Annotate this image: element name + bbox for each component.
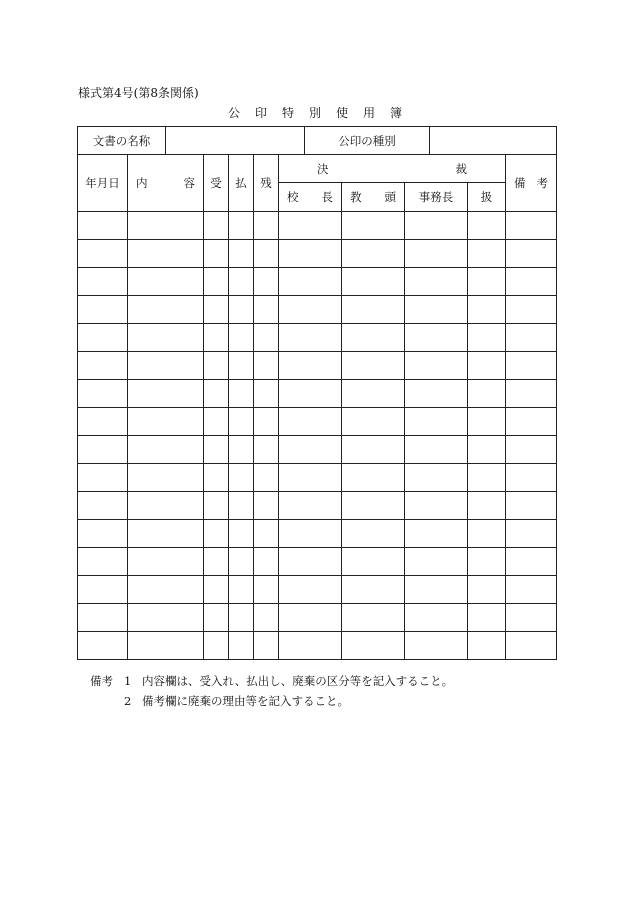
cell-handler[interactable] bbox=[468, 436, 506, 464]
cell-issue[interactable] bbox=[229, 296, 254, 324]
cell-remarks[interactable] bbox=[506, 296, 557, 324]
cell-office-head[interactable] bbox=[405, 436, 468, 464]
cell-date[interactable] bbox=[78, 632, 128, 660]
cell-receive[interactable] bbox=[204, 408, 229, 436]
note-1 bbox=[90, 671, 453, 691]
cell-content[interactable] bbox=[128, 520, 204, 548]
cell-remain[interactable] bbox=[254, 352, 279, 380]
notes bbox=[90, 671, 453, 711]
cell-date[interactable] bbox=[78, 240, 128, 268]
table-row bbox=[78, 380, 557, 408]
cell-head-teacher[interactable] bbox=[342, 464, 405, 492]
col-receive: 受 bbox=[204, 155, 229, 212]
cell-remarks[interactable] bbox=[506, 492, 557, 520]
cell-date[interactable] bbox=[78, 492, 128, 520]
cell-issue[interactable] bbox=[229, 464, 254, 492]
cell-date[interactable] bbox=[78, 464, 128, 492]
cell-receive[interactable] bbox=[204, 464, 229, 492]
cell-issue[interactable] bbox=[229, 240, 254, 268]
cell-principal[interactable] bbox=[279, 352, 342, 380]
cell-remain[interactable] bbox=[254, 380, 279, 408]
cell-content[interactable] bbox=[128, 212, 204, 240]
cell-content[interactable] bbox=[128, 296, 204, 324]
cell-office-head[interactable] bbox=[405, 324, 468, 352]
doc-name-field[interactable] bbox=[166, 127, 305, 155]
cell-receive[interactable] bbox=[204, 268, 229, 296]
cell-head-teacher[interactable] bbox=[342, 268, 405, 296]
col-approval bbox=[279, 155, 506, 183]
cell-content[interactable] bbox=[128, 352, 204, 380]
cell-office-head[interactable] bbox=[405, 212, 468, 240]
col-issue: 払 bbox=[229, 155, 254, 212]
cell-remain[interactable] bbox=[254, 604, 279, 632]
cell-receive[interactable] bbox=[204, 324, 229, 352]
cell-head-teacher[interactable] bbox=[342, 240, 405, 268]
col-office-head: 事務長 bbox=[405, 183, 468, 212]
cell-remarks[interactable] bbox=[506, 520, 557, 548]
cell-principal[interactable] bbox=[279, 296, 342, 324]
cell-head-teacher[interactable] bbox=[342, 576, 405, 604]
cell-issue[interactable] bbox=[229, 324, 254, 352]
form-number: 様式第4号(第8条関係) bbox=[78, 86, 199, 100]
col-head-teacher-b: 頭 bbox=[384, 190, 396, 204]
cell-handler[interactable] bbox=[468, 352, 506, 380]
col-remarks-b: 考 bbox=[536, 176, 548, 190]
table-row bbox=[78, 520, 557, 548]
cell-principal[interactable] bbox=[279, 520, 342, 548]
cell-issue[interactable] bbox=[229, 352, 254, 380]
col-principal-b: 長 bbox=[321, 190, 333, 204]
cell-remain[interactable] bbox=[254, 576, 279, 604]
cell-receive[interactable] bbox=[204, 380, 229, 408]
cell-remarks[interactable] bbox=[506, 632, 557, 660]
col-content-b: 容 bbox=[183, 176, 195, 190]
cell-remarks[interactable] bbox=[506, 380, 557, 408]
cell-issue[interactable] bbox=[229, 548, 254, 576]
cell-office-head[interactable] bbox=[405, 604, 468, 632]
cell-principal[interactable] bbox=[279, 240, 342, 268]
cell-remarks[interactable] bbox=[506, 352, 557, 380]
cell-issue[interactable] bbox=[229, 632, 254, 660]
cell-issue[interactable] bbox=[229, 380, 254, 408]
cell-head-teacher[interactable] bbox=[342, 548, 405, 576]
cell-remarks[interactable] bbox=[506, 324, 557, 352]
cell-head-teacher[interactable] bbox=[342, 408, 405, 436]
table-row bbox=[78, 548, 557, 576]
cell-issue[interactable] bbox=[229, 268, 254, 296]
cell-handler[interactable] bbox=[468, 464, 506, 492]
cell-remarks[interactable] bbox=[506, 268, 557, 296]
cell-head-teacher[interactable] bbox=[342, 436, 405, 464]
table-row bbox=[78, 296, 557, 324]
cell-head-teacher[interactable] bbox=[342, 520, 405, 548]
note-1-text: 内容欄は、受入れ、払出し、廃棄の区分等を記入すること。 bbox=[142, 674, 454, 688]
cell-handler[interactable] bbox=[468, 296, 506, 324]
table-row bbox=[78, 324, 557, 352]
cell-principal[interactable] bbox=[279, 464, 342, 492]
cell-principal[interactable] bbox=[279, 324, 342, 352]
cell-receive[interactable] bbox=[204, 240, 229, 268]
cell-remain[interactable] bbox=[254, 436, 279, 464]
col-content bbox=[128, 155, 204, 212]
cell-handler[interactable] bbox=[468, 268, 506, 296]
cell-remarks[interactable] bbox=[506, 212, 557, 240]
cell-content[interactable] bbox=[128, 604, 204, 632]
col-content-a: 内 bbox=[136, 176, 148, 190]
table-row bbox=[78, 604, 557, 632]
cell-date[interactable] bbox=[78, 520, 128, 548]
cell-issue[interactable] bbox=[229, 408, 254, 436]
cell-content[interactable] bbox=[128, 464, 204, 492]
cell-office-head[interactable] bbox=[405, 352, 468, 380]
cell-date[interactable] bbox=[78, 212, 128, 240]
cell-principal[interactable] bbox=[279, 576, 342, 604]
cell-handler[interactable] bbox=[468, 632, 506, 660]
table-row bbox=[78, 352, 557, 380]
cell-office-head[interactable] bbox=[405, 632, 468, 660]
cell-date[interactable] bbox=[78, 604, 128, 632]
cell-date[interactable] bbox=[78, 408, 128, 436]
col-principal-a: 校 bbox=[287, 190, 299, 204]
cell-handler[interactable] bbox=[468, 576, 506, 604]
table-row bbox=[78, 408, 557, 436]
col-principal bbox=[279, 183, 342, 212]
cell-office-head[interactable] bbox=[405, 296, 468, 324]
cell-date[interactable] bbox=[78, 324, 128, 352]
cell-head-teacher[interactable] bbox=[342, 212, 405, 240]
table-row bbox=[78, 240, 557, 268]
cell-principal[interactable] bbox=[279, 408, 342, 436]
note-2 bbox=[90, 691, 453, 711]
cell-date[interactable] bbox=[78, 296, 128, 324]
note-2-text: 備考欄に廃棄の理由等を記入すること。 bbox=[142, 694, 349, 708]
cell-handler[interactable] bbox=[468, 408, 506, 436]
cell-remain[interactable] bbox=[254, 324, 279, 352]
cell-handler[interactable] bbox=[468, 380, 506, 408]
cell-date[interactable] bbox=[78, 268, 128, 296]
cell-head-teacher[interactable] bbox=[342, 296, 405, 324]
cell-head-teacher[interactable] bbox=[342, 492, 405, 520]
cell-office-head[interactable] bbox=[405, 492, 468, 520]
cell-handler[interactable] bbox=[468, 324, 506, 352]
cell-content[interactable] bbox=[128, 380, 204, 408]
cell-receive[interactable] bbox=[204, 632, 229, 660]
cell-remain[interactable] bbox=[254, 212, 279, 240]
col-remain: 残 bbox=[254, 155, 279, 212]
cell-receive[interactable] bbox=[204, 296, 229, 324]
cell-principal[interactable] bbox=[279, 268, 342, 296]
cell-receive[interactable] bbox=[204, 520, 229, 548]
cell-issue[interactable] bbox=[229, 212, 254, 240]
cell-issue[interactable] bbox=[229, 576, 254, 604]
cell-handler[interactable] bbox=[468, 240, 506, 268]
table-row bbox=[78, 268, 557, 296]
cell-office-head[interactable] bbox=[405, 240, 468, 268]
cell-remarks[interactable] bbox=[506, 604, 557, 632]
cell-receive[interactable] bbox=[204, 436, 229, 464]
cell-issue[interactable] bbox=[229, 436, 254, 464]
cell-head-teacher[interactable] bbox=[342, 352, 405, 380]
cell-content[interactable] bbox=[128, 268, 204, 296]
col-remarks-a: 備 bbox=[514, 176, 526, 190]
cell-content[interactable] bbox=[128, 240, 204, 268]
seal-type-field[interactable] bbox=[430, 127, 557, 155]
cell-receive[interactable] bbox=[204, 548, 229, 576]
cell-remain[interactable] bbox=[254, 296, 279, 324]
cell-remain[interactable] bbox=[254, 548, 279, 576]
cell-receive[interactable] bbox=[204, 604, 229, 632]
cell-remain[interactable] bbox=[254, 408, 279, 436]
cell-handler[interactable] bbox=[468, 520, 506, 548]
cell-issue[interactable] bbox=[229, 520, 254, 548]
cell-principal[interactable] bbox=[279, 380, 342, 408]
cell-handler[interactable] bbox=[468, 604, 506, 632]
col-handler: 扱 bbox=[468, 183, 506, 212]
cell-content[interactable] bbox=[128, 408, 204, 436]
cell-handler[interactable] bbox=[468, 548, 506, 576]
col-date: 年月日 bbox=[78, 155, 128, 212]
cell-remarks[interactable] bbox=[506, 576, 557, 604]
cell-head-teacher[interactable] bbox=[342, 604, 405, 632]
note-1-num: 1 bbox=[124, 674, 132, 688]
cell-date[interactable] bbox=[78, 380, 128, 408]
info-table bbox=[77, 126, 557, 155]
cell-remain[interactable] bbox=[254, 492, 279, 520]
ledger-table bbox=[77, 154, 557, 660]
col-head-teacher bbox=[342, 183, 405, 212]
cell-office-head[interactable] bbox=[405, 520, 468, 548]
cell-head-teacher[interactable] bbox=[342, 380, 405, 408]
cell-principal[interactable] bbox=[279, 436, 342, 464]
cell-remain[interactable] bbox=[254, 268, 279, 296]
cell-issue[interactable] bbox=[229, 492, 254, 520]
cell-principal[interactable] bbox=[279, 492, 342, 520]
cell-remain[interactable] bbox=[254, 632, 279, 660]
cell-remarks[interactable] bbox=[506, 464, 557, 492]
cell-office-head[interactable] bbox=[405, 464, 468, 492]
cell-remarks[interactable] bbox=[506, 548, 557, 576]
cell-office-head[interactable] bbox=[405, 576, 468, 604]
cell-content[interactable] bbox=[128, 548, 204, 576]
table-row bbox=[78, 436, 557, 464]
cell-remain[interactable] bbox=[254, 240, 279, 268]
cell-office-head[interactable] bbox=[405, 268, 468, 296]
table-row bbox=[78, 632, 557, 660]
col-remarks bbox=[506, 155, 557, 212]
cell-principal[interactable] bbox=[279, 604, 342, 632]
doc-name-label: 文書の名称 bbox=[78, 127, 166, 155]
cell-remain[interactable] bbox=[254, 520, 279, 548]
table-row bbox=[78, 492, 557, 520]
cell-issue[interactable] bbox=[229, 604, 254, 632]
cell-date[interactable] bbox=[78, 548, 128, 576]
cell-principal[interactable] bbox=[279, 548, 342, 576]
table-row bbox=[78, 576, 557, 604]
cell-principal[interactable] bbox=[279, 632, 342, 660]
notes-head: 備考 bbox=[90, 674, 113, 688]
cell-principal[interactable] bbox=[279, 212, 342, 240]
cell-receive[interactable] bbox=[204, 212, 229, 240]
cell-receive[interactable] bbox=[204, 576, 229, 604]
seal-type-label: 公印の種別 bbox=[305, 127, 430, 155]
ledger-body bbox=[78, 212, 557, 660]
cell-content[interactable] bbox=[128, 492, 204, 520]
table-row bbox=[78, 212, 557, 240]
cell-head-teacher[interactable] bbox=[342, 632, 405, 660]
cell-handler[interactable] bbox=[468, 492, 506, 520]
col-approval-b: 裁 bbox=[455, 161, 467, 176]
cell-content[interactable] bbox=[128, 324, 204, 352]
cell-remarks[interactable] bbox=[506, 436, 557, 464]
cell-office-head[interactable] bbox=[405, 408, 468, 436]
note-2-num: 2 bbox=[124, 694, 132, 708]
cell-handler[interactable] bbox=[468, 212, 506, 240]
cell-date[interactable] bbox=[78, 436, 128, 464]
cell-office-head[interactable] bbox=[405, 548, 468, 576]
col-head-teacher-a: 教 bbox=[350, 190, 362, 204]
form-title: 公印特別使用簿 bbox=[227, 106, 417, 120]
cell-date[interactable] bbox=[78, 352, 128, 380]
cell-remain[interactable] bbox=[254, 464, 279, 492]
cell-office-head[interactable] bbox=[405, 380, 468, 408]
cell-remarks[interactable] bbox=[506, 408, 557, 436]
cell-remarks[interactable] bbox=[506, 240, 557, 268]
cell-receive[interactable] bbox=[204, 352, 229, 380]
col-approval-a: 決 bbox=[317, 161, 329, 176]
cell-content[interactable] bbox=[128, 632, 204, 660]
cell-content[interactable] bbox=[128, 436, 204, 464]
cell-date[interactable] bbox=[78, 576, 128, 604]
table-row bbox=[78, 464, 557, 492]
cell-receive[interactable] bbox=[204, 492, 229, 520]
cell-content[interactable] bbox=[128, 576, 204, 604]
cell-head-teacher[interactable] bbox=[342, 324, 405, 352]
